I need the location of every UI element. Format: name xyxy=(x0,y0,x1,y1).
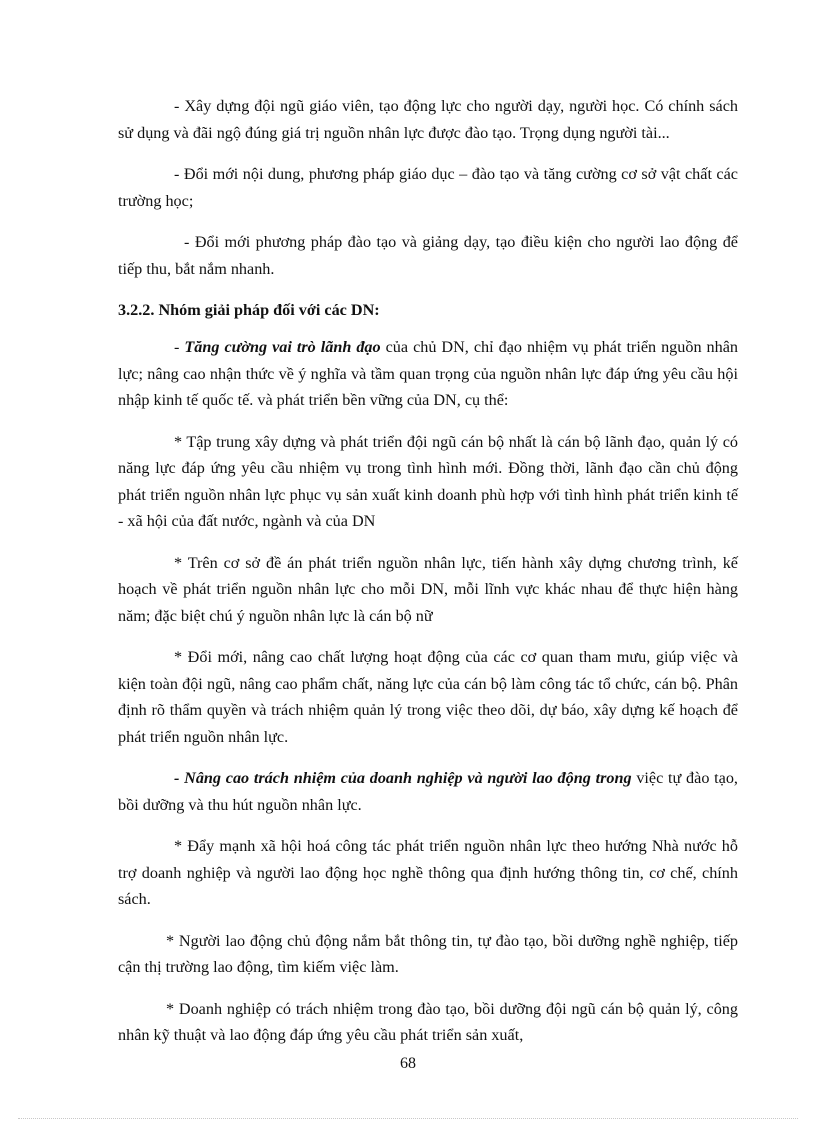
page-body xyxy=(118,93,738,1064)
paragraph-education-content-reform: - Đổi mới nội dung, phương pháp giáo dục – đào tạo và tăng cường cơ sở vật chất các trường học; xyxy=(118,165,738,210)
paragraph-worker-initiative: * Người lao động chủ động nắm bắt thông tin, tự đào tạo, bồi dưỡng nghề nghiệp, tiếp cận thị trường lao động, tìm kiếm việc làm. xyxy=(118,931,738,976)
paragraph-enterprise-responsibility: * Doanh nghiệp có trách nhiệm trong đào tạo, bồi dưỡng đội ngũ cán bộ quản lý, công nhân kỹ thuật và lao động đáp ứng yêu cầu phát triển sản xuất, xyxy=(118,999,738,1044)
paragraph-responsibility xyxy=(118,765,738,818)
section-heading: 3.2.2. Nhóm giải pháp đối với các DN: xyxy=(118,301,380,319)
responsibility-emphasis: - Nâng cao trách nhiệm của doanh nghiệp và người lao động trong xyxy=(174,769,632,787)
paragraph-leadership-role xyxy=(118,334,738,414)
page-number: 68 xyxy=(400,1055,416,1072)
footer-divider xyxy=(18,1118,798,1119)
paragraph-cadre-building: * Tập trung xây dựng và phát triển đội ngũ cán bộ nhất là cán bộ lãnh đạo, quản lý có năng lực đáp ứng yêu cầu nhiệm vụ trong tình hình mới. Đồng thời, lãnh đạo cần chủ động phát triển nguồn nhân lực phục vụ sản xuất kinh doanh phù hợp với tình hình phát triển kinh tế - xã hội của đất nước, ngành và của DN xyxy=(118,432,738,530)
responsibility-text: việc tự đào tạo, bồi dưỡng và thu hút nguồn nhân lực. xyxy=(118,769,738,814)
paragraph-advisory-reform: * Đổi mới, nâng cao chất lượng hoạt động của các cơ quan tham mưu, giúp việc và kiện toàn đội ngũ, nâng cao phẩm chất, năng lực của cán bộ làm công tác tổ chức, cán bộ. Phân định rõ thẩm quyền và trách nhiệm quản lý trong việc theo dõi, dự báo, xây dựng kế hoạch để phát triển nguồn nhân lực. xyxy=(118,648,738,746)
paragraph-teacher-development: - Xây dựng đội ngũ giáo viên, tạo động lực cho người dạy, người học. Có chính sách sử dụng và đãi ngộ đúng giá trị nguồn nhân lực được đào tạo. Trọng dụng người tài... xyxy=(118,97,738,142)
paragraph-hr-program: * Trên cơ sở đề án phát triển nguồn nhân lực, tiến hành xây dựng chương trình, kế hoạch về phát triển nguồn nhân lực cho mỗi DN, mỗi lĩnh vực khác nhau để thực hiện hàng năm; đặc biệt chú ý nguồn nhân lực là cán bộ nữ xyxy=(118,553,738,625)
leadership-text: của chủ DN, chỉ đạo nhiệm vụ phát triển nguồn nhân lực; nâng cao nhận thức về ý nghĩa và tầm quan trọng của nguồn nhân lực đáp ứng yêu cầu hội nhập kinh tế quốc tế. và phát triển bền vững của DN, cụ thể: xyxy=(118,338,739,409)
paragraph-training-method-reform: - Đổi mới phương pháp đào tạo và giảng dạy, tạo điều kiện cho người lao động để tiếp thu, bắt nắm nhanh. xyxy=(118,233,738,278)
leadership-dash: - xyxy=(174,338,185,356)
leadership-emphasis: Tăng cường vai trò lãnh đạo xyxy=(184,338,381,356)
paragraph-socialization: * Đẩy mạnh xã hội hoá công tác phát triển nguồn nhân lực theo hướng Nhà nước hỗ trợ doanh nghiệp và người lao động học nghề thông qua định hướng thông tin, cơ chế, chính sách. xyxy=(118,837,738,908)
